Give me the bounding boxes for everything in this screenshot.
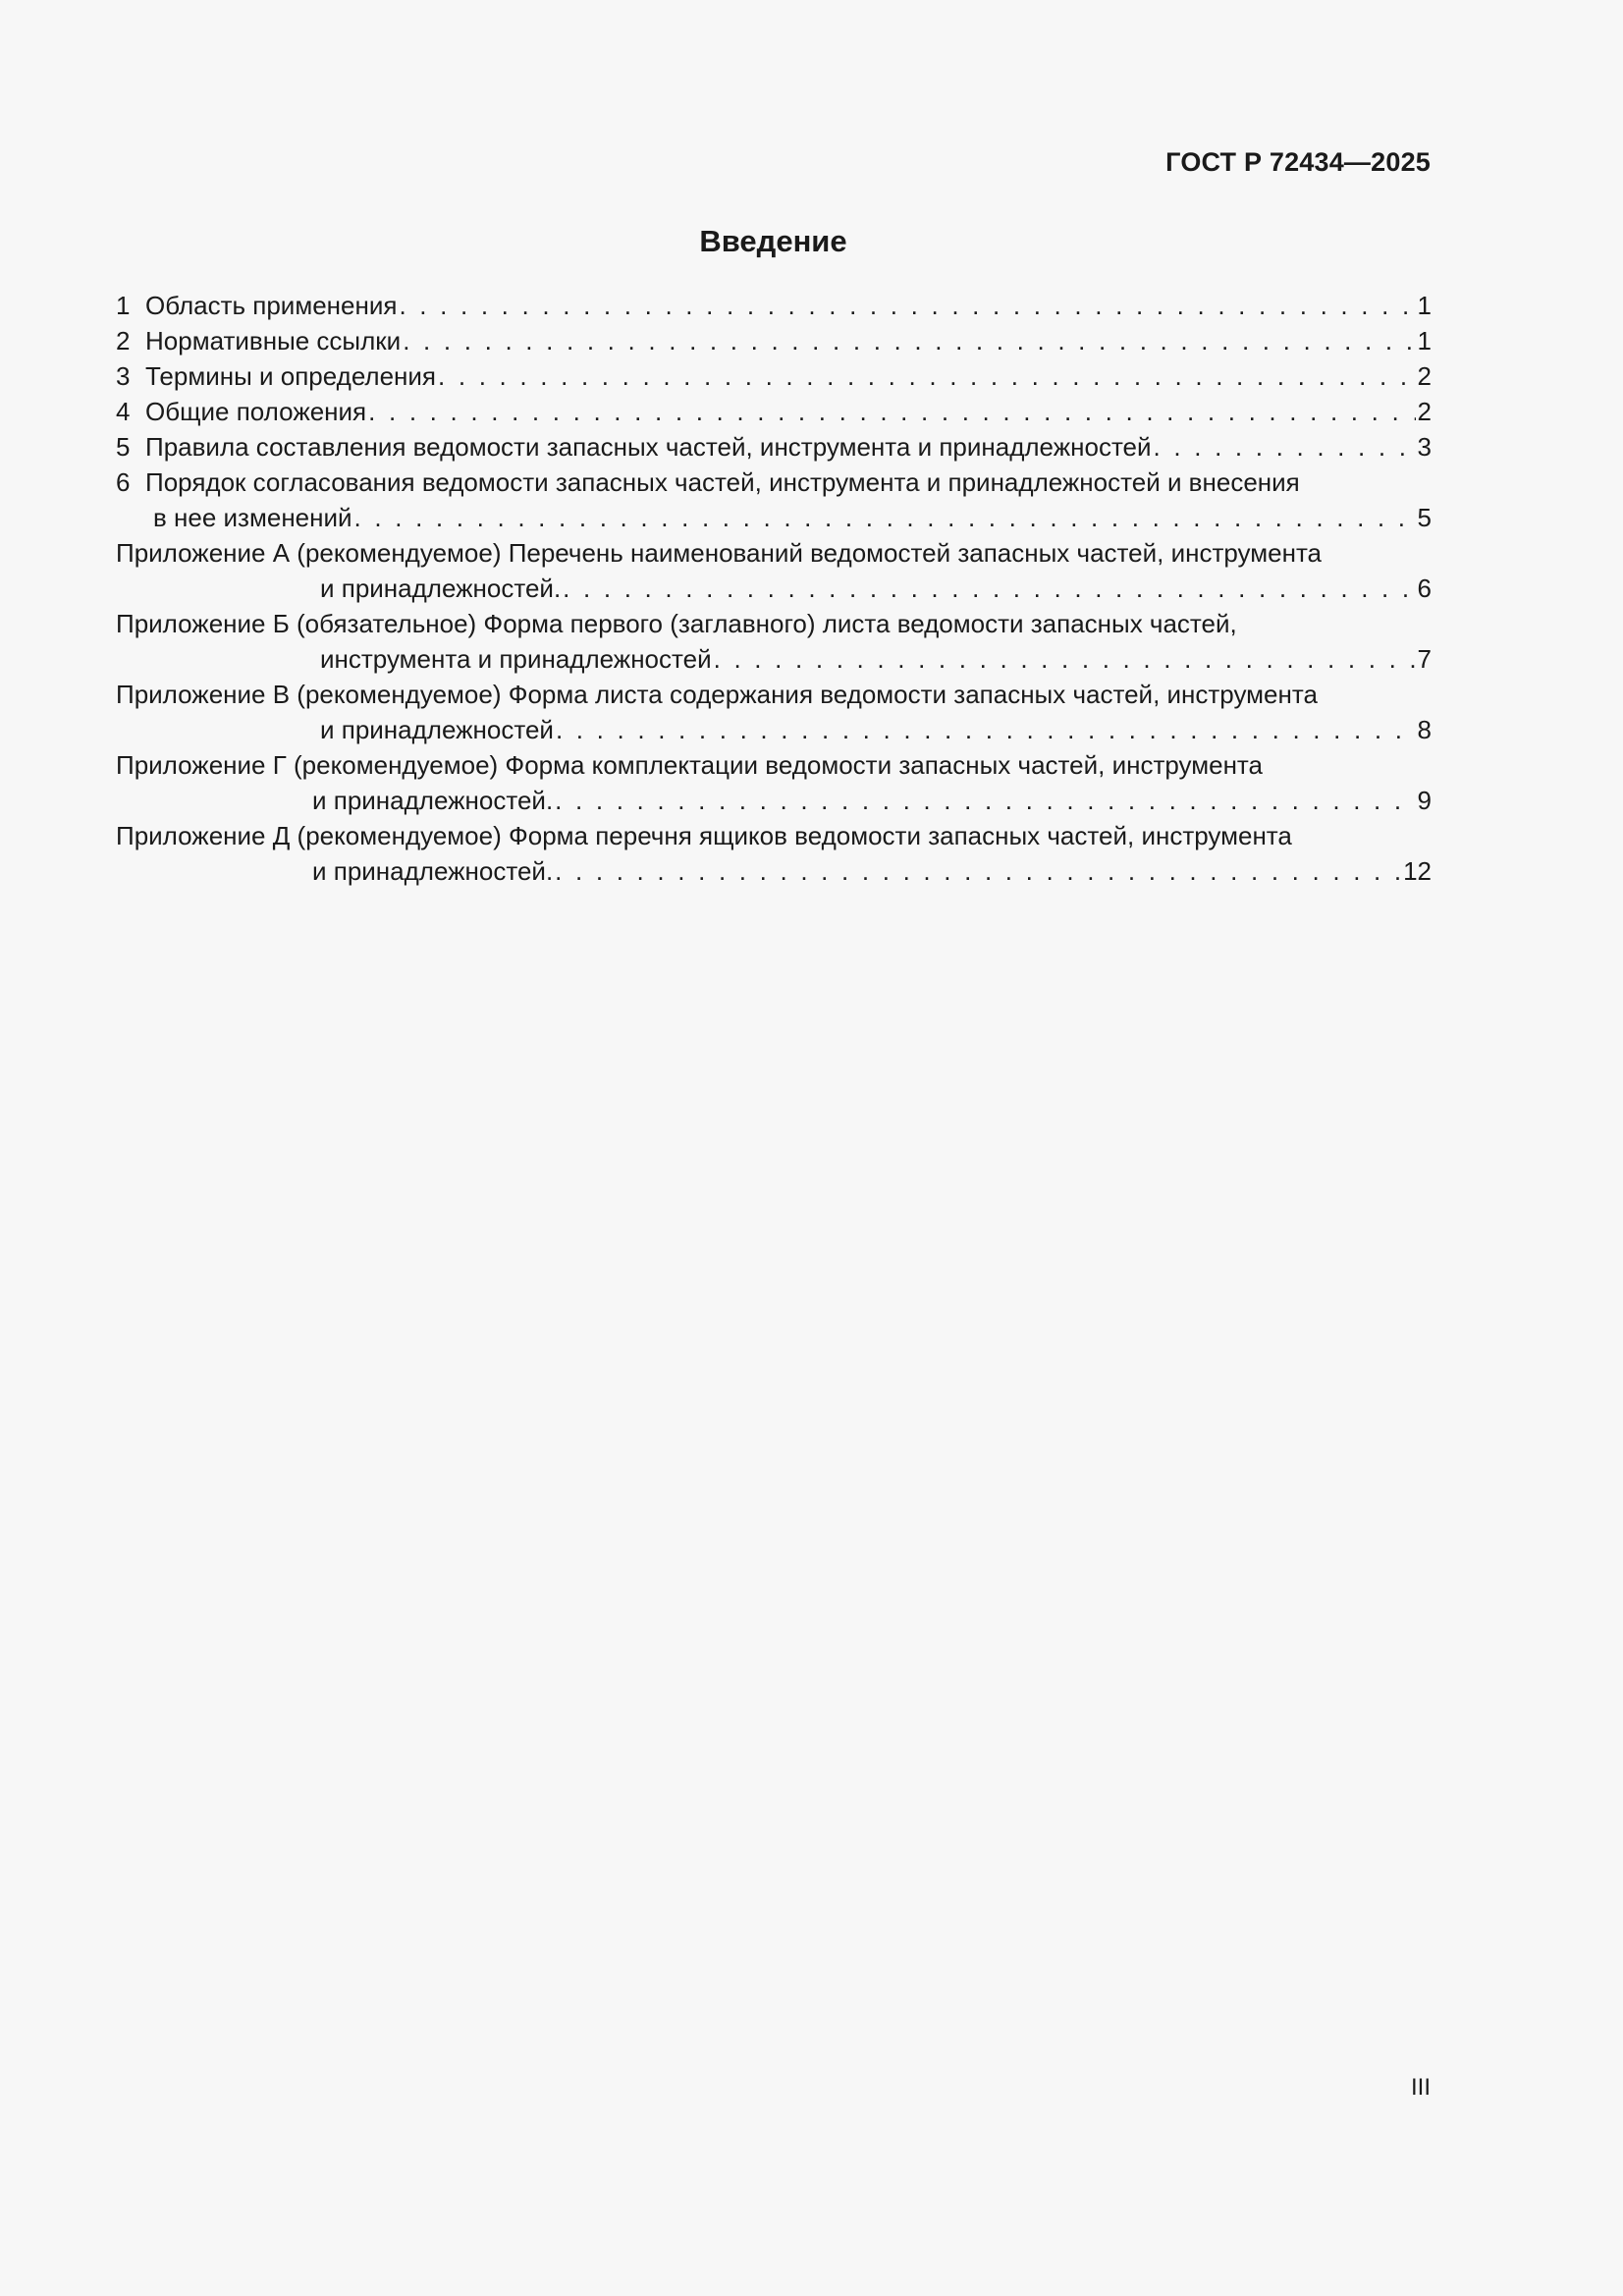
toc-appendix-title: Приложение Б (обязательное) Форма первого (заглавного) листа ведомости запасных частей, [116, 609, 1237, 638]
toc-entry-label [116, 394, 366, 429]
toc-entry-label [116, 323, 401, 358]
toc-entry-continuation [116, 853, 1432, 889]
toc-leader-dots [555, 853, 1401, 889]
toc-appendix-title: Приложение Г (рекомендуемое) Форма комплектации ведомости запасных частей, инструмента [116, 750, 1264, 780]
toc-entry-continuation [116, 783, 1432, 818]
toc-appendix-title-continuation: и принадлежностей. [312, 786, 554, 815]
toc-appendix-title: Приложение В (рекомендуемое) Форма листа содержания ведомости запасных частей, инструмента [116, 680, 1318, 709]
toc-appendix-title-continuation: и принадлежностей [320, 715, 554, 744]
toc-entry-number: 1 [116, 291, 131, 320]
toc-leader-dots [563, 571, 1415, 606]
toc-entry-page: 7 [1417, 644, 1432, 674]
toc-leader-dots [556, 712, 1416, 747]
toc-entry-continuation [116, 500, 1432, 535]
toc-appendix-a[interactable] [116, 535, 1432, 606]
toc-leader-dots [403, 323, 1415, 358]
toc-entry-page: 8 [1417, 715, 1432, 744]
toc-entry-label [116, 429, 1152, 465]
toc-entry-title: Область применения [145, 291, 398, 320]
toc-entry-page: 3 [1417, 432, 1432, 462]
toc-appendix-title: Приложение Д (рекомендуемое) Форма перечня ящиков ведомости запасных частей, инструмента [116, 821, 1292, 850]
toc-leader-dots [1154, 429, 1416, 465]
toc-entry-page: 1 [1417, 326, 1432, 355]
toc-appendix-title-continuation: и принадлежностей. [320, 574, 562, 603]
toc-appendix-title-continuation: и принадлежностей. [312, 856, 554, 886]
toc-entry-label [116, 465, 1300, 500]
toc-entry-title: Правила составления ведомости запасных частей, инструмента и принадлежностей [145, 432, 1152, 462]
toc-entry-first-line [116, 606, 1432, 641]
toc-appendix-b[interactable] [116, 606, 1432, 677]
page-number: III [1410, 2074, 1431, 2101]
toc-entry-title: Порядок согласования ведомости запасных частей, инструмента и принадлежностей и внесения [145, 467, 1300, 497]
toc-entry-continuation [116, 571, 1432, 606]
toc-entry-label [116, 288, 397, 323]
toc-entry-continuation [116, 712, 1432, 747]
toc-entry-4[interactable] [116, 394, 1432, 429]
toc-entry-first-line [116, 818, 1432, 853]
toc-appendix-c[interactable] [116, 677, 1432, 747]
toc-appendix-title-continuation: инструмента и принадлежностей [320, 644, 712, 674]
toc-entry-continuation [116, 641, 1432, 677]
toc-leader-dots [368, 394, 1415, 429]
toc-leader-dots [399, 288, 1415, 323]
toc-entry-page: 6 [1417, 574, 1432, 603]
toc-entry-number: 3 [116, 361, 131, 391]
toc-entry-page: 2 [1417, 397, 1432, 426]
toc-entry-5[interactable] [116, 429, 1432, 465]
document-code: ГОСТ Р 72434—2025 [1165, 147, 1431, 177]
toc-entry-title: Термины и определения [145, 361, 437, 391]
toc-entry-6[interactable] [116, 465, 1432, 535]
toc-entry-page: 5 [1417, 503, 1432, 532]
toc-entry-first-line [116, 535, 1432, 571]
toc-appendix-title: Приложение А (рекомендуемое) Перечень наименований ведомостей запасных частей, инструмента [116, 538, 1323, 568]
toc-entry-1[interactable] [116, 288, 1432, 323]
toc-entry-page: 2 [1417, 361, 1432, 391]
toc-entry-page: 12 [1403, 856, 1432, 886]
toc-entry-3[interactable] [116, 358, 1432, 394]
toc-entry-number: 6 [116, 467, 131, 497]
toc-entry-label [116, 358, 436, 394]
toc-entry-number: 5 [116, 432, 131, 462]
toc-leader-dots [714, 641, 1416, 677]
toc-entry-number: 2 [116, 326, 131, 355]
page-title: Введение [699, 224, 847, 258]
toc-entry-title-continuation: в нее изменений [153, 503, 352, 532]
toc-entry-number: 4 [116, 397, 131, 426]
table-of-contents [116, 288, 1432, 889]
toc-leader-dots [354, 500, 1416, 535]
toc-entry-title: Общие положения [145, 397, 367, 426]
toc-appendix-e[interactable] [116, 818, 1432, 889]
toc-leader-dots [438, 358, 1416, 394]
toc-entry-first-line [116, 747, 1432, 783]
toc-appendix-d[interactable] [116, 747, 1432, 818]
toc-entry-first-line [116, 465, 1432, 500]
toc-entry-first-line [116, 677, 1432, 712]
toc-entry-page: 1 [1417, 291, 1432, 320]
toc-entry-page: 9 [1417, 786, 1432, 815]
toc-leader-dots [555, 783, 1415, 818]
toc-entry-title: Нормативные ссылки [145, 326, 402, 355]
toc-entry-2[interactable] [116, 323, 1432, 358]
